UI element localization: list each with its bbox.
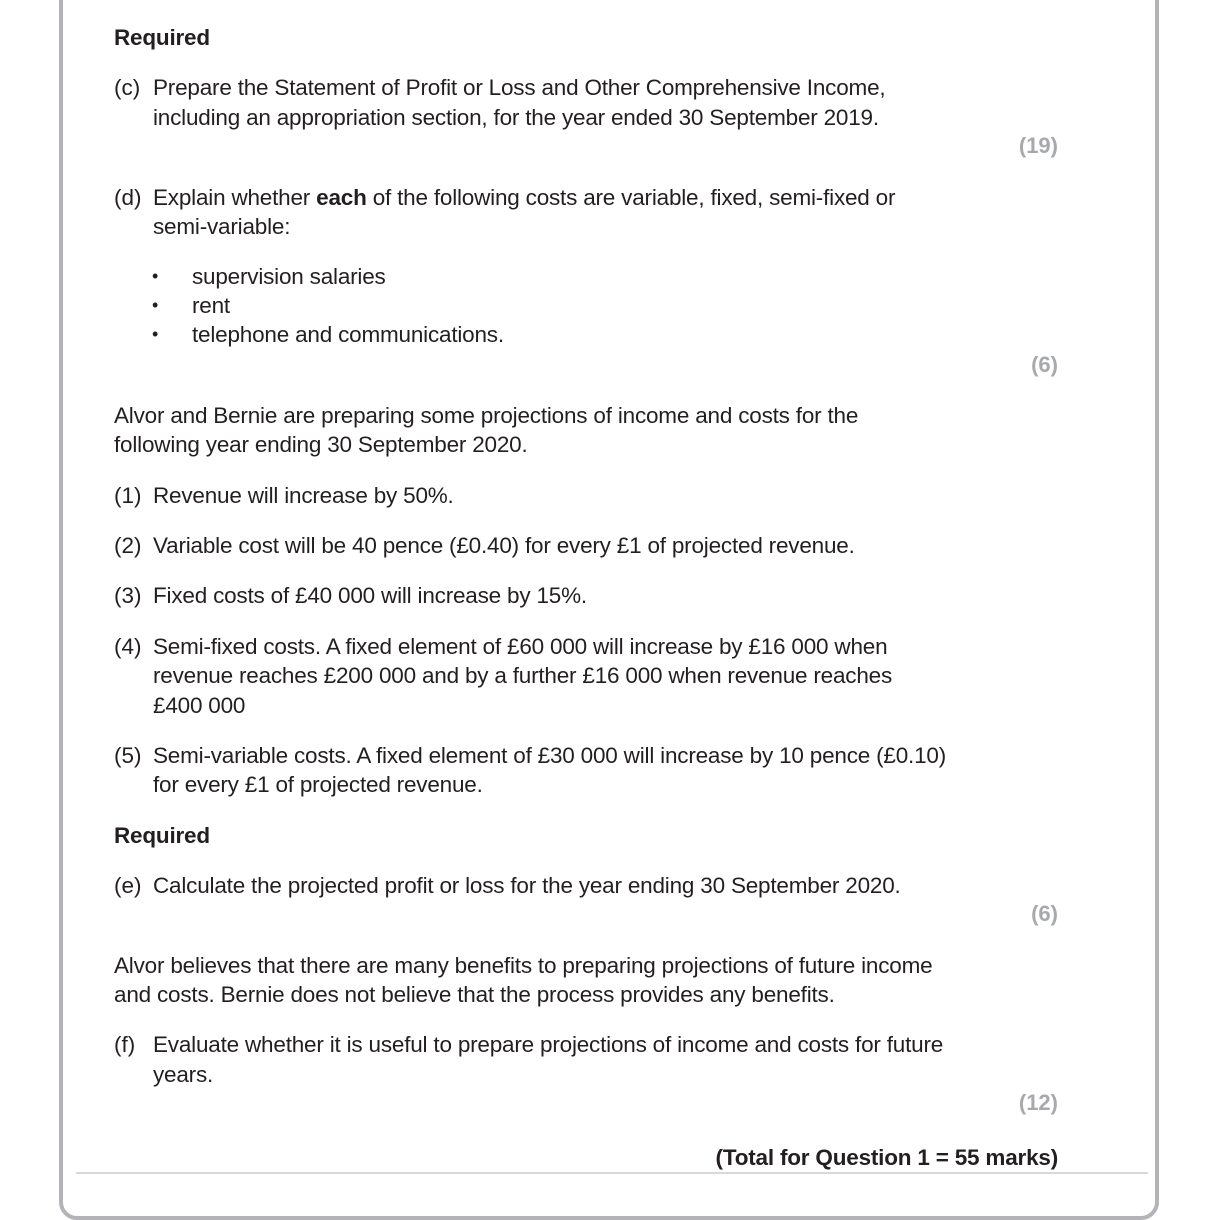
part-f-line-1: Evaluate whether it is useful to prepare projections of income and costs for future bbox=[153, 1032, 944, 1057]
bullet-icon: • bbox=[152, 324, 159, 344]
part-f-label: (f) bbox=[114, 1032, 136, 1057]
projection-label: (4) bbox=[114, 634, 142, 659]
part-e-line: Calculate the projected profit or loss for the year ending 30 September 2020. bbox=[153, 873, 901, 898]
projection-item-4-line-3: £400 000 bbox=[153, 693, 246, 718]
projection-item-4-line-1: Semi-fixed costs. A fixed element of £60 000 will increase by £16 000 when bbox=[153, 634, 888, 659]
part-c-line-2: including an appropriation section, for the year ended 30 September 2019. bbox=[153, 105, 879, 130]
projection-item-1: Revenue will increase by 50%. bbox=[153, 483, 454, 508]
part-d-label: (d) bbox=[114, 185, 142, 210]
part-c-label: (c) bbox=[114, 75, 141, 100]
benefits-intro-line-2: and costs. Bernie does not believe that the process provides any benefits. bbox=[114, 982, 835, 1007]
part-e-marks: (6) bbox=[1031, 901, 1058, 926]
projections-intro-line-1: Alvor and Bernie are preparing some projections of income and costs for the bbox=[114, 403, 859, 428]
bullet-icon: • bbox=[152, 295, 159, 315]
projections-intro-line-2: following year ending 30 September 2020. bbox=[114, 432, 528, 457]
projection-item-3: Fixed costs of £40 000 will increase by 15%. bbox=[153, 583, 587, 608]
projection-label: (3) bbox=[114, 583, 142, 608]
projection-item-5-line-1: Semi-variable costs. A fixed element of £30 000 will increase by 10 pence (£0.10) bbox=[153, 743, 946, 768]
projection-label: (1) bbox=[114, 483, 142, 508]
part-c-marks: (19) bbox=[1018, 133, 1058, 158]
bullet-item: supervision salaries bbox=[192, 264, 386, 289]
benefits-intro-line-1: Alvor believes that there are many benefits to preparing projections of future income bbox=[114, 953, 933, 978]
required-heading-e: Required bbox=[114, 823, 210, 848]
part-f-marks: (12) bbox=[1018, 1090, 1058, 1115]
part-d-line-1 bbox=[153, 183, 895, 213]
bullet-item: rent bbox=[192, 293, 230, 318]
part-d-marks: (6) bbox=[1031, 352, 1058, 377]
question-total: (Total for Question 1 = 55 marks) bbox=[715, 1145, 1058, 1170]
part-c-line-1: Prepare the Statement of Profit or Loss and Other Comprehensive Income, bbox=[153, 75, 886, 100]
projection-item-4-line-2: revenue reaches £200 000 and by a further £16 000 when revenue reaches bbox=[153, 663, 893, 688]
bullet-item: telephone and communications. bbox=[192, 322, 504, 347]
bullet-icon: • bbox=[152, 266, 159, 286]
bottom-divider bbox=[76, 1172, 1148, 1174]
part-d-emphasis: each bbox=[316, 185, 367, 210]
projection-item-2: Variable cost will be 40 pence (£0.40) for every £1 of projected revenue. bbox=[153, 533, 855, 558]
part-f-line-2: years. bbox=[153, 1062, 214, 1087]
projection-label: (2) bbox=[114, 533, 142, 558]
projection-label: (5) bbox=[114, 743, 142, 768]
part-e-label: (e) bbox=[114, 873, 142, 898]
required-heading-c: Required bbox=[114, 25, 210, 50]
projection-item-5-line-2: for every £1 of projected revenue. bbox=[153, 772, 483, 797]
part-d-line-2: semi-variable: bbox=[153, 214, 291, 239]
part-d-line-1-pre: Explain whether bbox=[153, 185, 317, 210]
part-d-line-1-post: of the following costs are variable, fixed, semi-fixed or bbox=[366, 185, 896, 210]
